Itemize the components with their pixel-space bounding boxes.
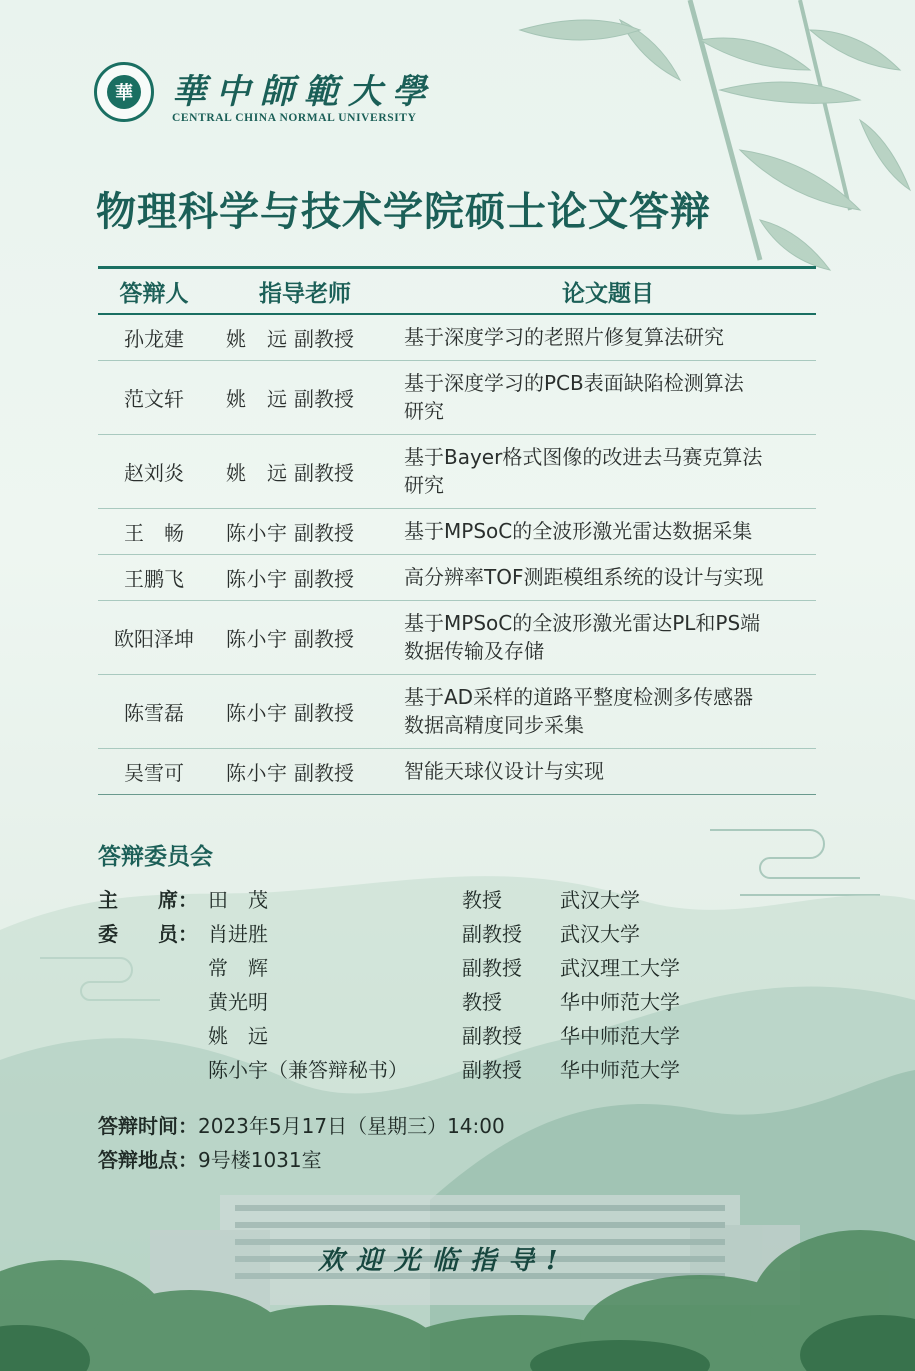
committee-row [98, 952, 798, 986]
topic-line: 基于MPSoC的全波形激光雷达PL和PS端 [404, 611, 761, 635]
advisor-cell [210, 434, 400, 508]
committee-role: 主 席： [98, 888, 198, 912]
advisor-name: 姚 远 [226, 460, 288, 485]
page-title: 物理科学与技术学院硕士论文答辩 [96, 189, 711, 235]
welcome-message: 欢迎光临指导! [318, 1246, 570, 1276]
time-value: 2023年5月17日（星期三）14:00 [198, 1114, 505, 1138]
advisor-title: 副教授 [294, 460, 354, 485]
seal-emblem: 華 [107, 75, 141, 109]
student-name: 赵刘炎 [124, 460, 184, 485]
place-value: 9号楼1031室 [198, 1148, 322, 1172]
committee-title-rank: 教授 [462, 990, 502, 1014]
topic-line: 基于深度学习的老照片修复算法研究 [404, 325, 724, 350]
student-name: 王鹏飞 [124, 566, 184, 591]
committee-title-rank: 副教授 [462, 956, 522, 980]
committee-row [98, 986, 798, 1020]
committee-institution: 武汉理工大学 [560, 956, 680, 980]
advisor-title: 副教授 [294, 566, 354, 591]
student-name: 欧阳泽坤 [114, 626, 194, 651]
committee-title-rank: 副教授 [462, 1024, 522, 1048]
committee-name: 姚 远 [208, 1024, 268, 1048]
header-student: 答辩人 [119, 280, 189, 307]
topic-line: 基于AD采样的道路平整度检测多传感器 [404, 685, 754, 709]
committee-name: 陈小宇（兼答辩秘书） [208, 1058, 408, 1082]
table-row [98, 600, 816, 674]
table-row [98, 434, 816, 508]
university-seal-logo [94, 62, 154, 122]
advisor-title: 副教授 [294, 520, 354, 545]
advisor-cell [210, 314, 400, 360]
committee-title-rank: 副教授 [462, 922, 522, 946]
committee-institution: 华中师范大学 [560, 1058, 680, 1082]
committee-title-rank: 副教授 [462, 1058, 522, 1082]
thesis-topic [400, 314, 816, 360]
table-header-row [98, 268, 816, 315]
time-label: 答辩时间： [98, 1114, 198, 1138]
committee-role: 委 员： [98, 922, 198, 946]
committee-institution: 华中师范大学 [560, 1024, 680, 1048]
committee-row [98, 918, 798, 952]
header-advisor: 指导老师 [259, 280, 351, 307]
committee-title-rank: 教授 [462, 888, 502, 912]
topic-line: 研究 [404, 473, 444, 497]
committee-name: 常 辉 [208, 956, 268, 980]
advisor-cell [210, 554, 400, 600]
advisor-name: 陈小宇 [226, 700, 288, 725]
table-row [98, 314, 816, 360]
topic-line: 基于MPSoC的全波形激光雷达数据采集 [404, 519, 753, 543]
advisor-title: 副教授 [294, 626, 354, 651]
topic-line: 基于Bayer格式图像的改进去马赛克算法 [404, 445, 763, 469]
student-name: 陈雪磊 [124, 700, 184, 725]
student-name: 范文轩 [124, 386, 184, 411]
committee-institution: 武汉大学 [560, 888, 640, 912]
committee-institution: 华中师范大学 [560, 990, 680, 1014]
thesis-table [98, 266, 816, 795]
advisor-name: 陈小宇 [226, 520, 288, 545]
table-row [98, 360, 816, 434]
advisor-title: 副教授 [294, 700, 354, 725]
committee-row [98, 1020, 798, 1054]
thesis-topic [400, 748, 816, 794]
committee-name: 肖进胜 [208, 922, 268, 946]
committee-row [98, 1054, 798, 1088]
thesis-topic [400, 360, 816, 434]
place-label: 答辩地点： [98, 1148, 198, 1172]
advisor-title: 副教授 [294, 326, 354, 351]
advisor-cell [210, 360, 400, 434]
thesis-topic [400, 600, 816, 674]
table-row [98, 554, 816, 600]
advisor-name: 陈小宇 [226, 566, 288, 591]
advisor-cell [210, 600, 400, 674]
thesis-topic [400, 434, 816, 508]
advisor-cell [210, 508, 400, 554]
committee-name: 田 茂 [208, 888, 268, 912]
student-name: 吴雪可 [124, 760, 184, 785]
student-name: 孙龙建 [124, 326, 184, 351]
advisor-cell [210, 674, 400, 748]
committee-institution: 武汉大学 [560, 922, 640, 946]
advisor-title: 副教授 [294, 386, 354, 411]
advisor-name: 姚 远 [226, 326, 288, 351]
topic-line: 智能天球仪设计与实现 [404, 759, 604, 783]
committee-row [98, 884, 798, 918]
thesis-topic [400, 508, 816, 554]
table-row [98, 748, 816, 794]
topic-line: 数据传输及存储 [404, 639, 544, 663]
committee-name: 黄光明 [208, 990, 268, 1014]
student-name: 王 畅 [124, 520, 184, 545]
advisor-cell [210, 748, 400, 794]
university-name-cn: 華中師範大學 [172, 72, 436, 112]
advisor-name: 姚 远 [226, 386, 288, 411]
advisor-name: 陈小宇 [226, 760, 288, 785]
topic-line: 基于深度学习的PCB表面缺陷检测算法 [404, 371, 744, 395]
table-row [98, 508, 816, 554]
topic-line: 高分辨率TOF测距模组系统的设计与实现 [404, 565, 764, 589]
topic-line: 数据高精度同步采集 [404, 713, 584, 737]
advisor-title: 副教授 [294, 760, 354, 785]
advisor-name: 陈小宇 [226, 626, 288, 651]
defense-place [98, 1144, 322, 1173]
header-topic: 论文题目 [562, 280, 654, 307]
topic-line: 研究 [404, 399, 444, 423]
defense-time [98, 1110, 505, 1139]
university-name-en: CENTRAL CHINA NORMAL UNIVERSITY [172, 112, 417, 124]
table-row [98, 674, 816, 748]
thesis-topic [400, 554, 816, 600]
committee-title: 答辩委员会 [98, 844, 213, 870]
thesis-topic [400, 674, 816, 748]
